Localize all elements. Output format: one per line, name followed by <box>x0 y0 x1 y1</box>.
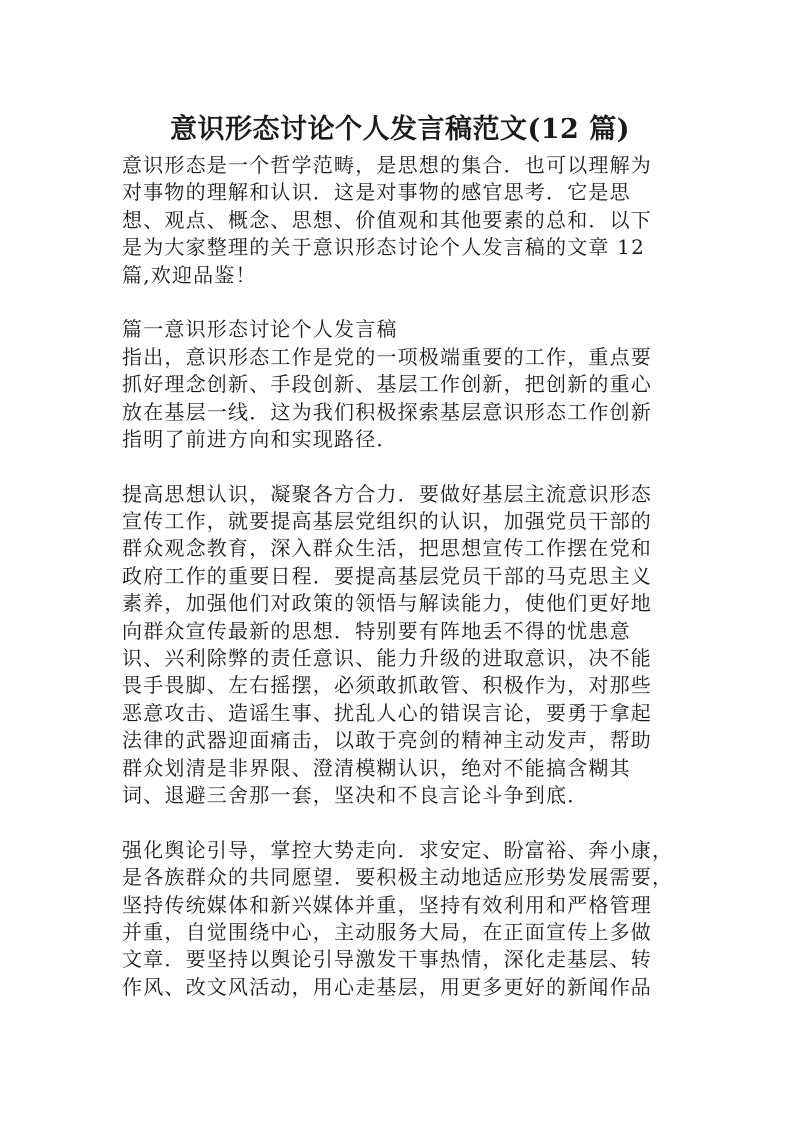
text-line: 政府工作的重要日程．要提高基层党员干部的马克思主义 <box>122 563 652 588</box>
paragraph-spacer <box>122 289 667 316</box>
paragraph-1 <box>122 344 667 454</box>
text-line: 意识形态是一个哲学范畴，是思想的集合．也可以理解为 <box>122 153 652 177</box>
text-line: 是各族群众的共同愿望．要积极主动地适应形势发展需要， <box>122 865 674 890</box>
text-line: 法律的武器迎面痛击，以敢于亮剑的精神主动发声，帮助 <box>122 728 652 753</box>
text-line: 宣传工作，就要提高基层党组织的认识，加强党员干部的 <box>122 509 652 534</box>
text-line: 指明了前进方向和实现路径． <box>122 426 398 451</box>
text-line: 恶意攻击、造谣生事、扰乱人心的错误言论，要勇于拿起 <box>122 700 652 725</box>
text-line: 群众观念教育，深入群众生活，把思想宣传工作摆在党和 <box>122 536 652 561</box>
text-line: 素养，加强他们对政策的领悟与解读能力，使他们更好地 <box>122 591 652 616</box>
paragraph-3 <box>122 837 674 1001</box>
text-line: 强化舆论引导，掌控大势走向．求安定、盼富裕、奔小康， <box>122 837 674 862</box>
text-line: 指出，意识形态工作是党的一项极端重要的工作，重点要 <box>122 344 652 369</box>
text-line: 畏手畏脚、左右摇摆，必须敢抓敢管、积极作为，对那些 <box>122 673 652 698</box>
section-heading: 篇一意识形态讨论个人发言稿 <box>122 317 398 342</box>
text-line: 放在基层一线．这为我们积极探索基层意识形态工作创新 <box>122 399 652 424</box>
text-line: 向群众宣传最新的思想．特别要有阵地丢不得的忧患意 <box>122 618 631 643</box>
document-title: 意识形态讨论个人发言稿范文(12 篇) <box>169 114 631 145</box>
text-line: 识、兴利除弊的责任意识、能力升级的进取意识，决不能 <box>122 646 652 671</box>
text-line: 提高思想认识，凝聚各方合力．要做好基层主流意识形态 <box>122 481 652 506</box>
text-line: 并重，自觉围绕中心，主动服务大局，在正面宣传上多做 <box>122 919 652 944</box>
paragraph-spacer <box>122 809 667 836</box>
document-body <box>122 152 674 1001</box>
paragraph-spacer <box>122 453 667 480</box>
intro-paragraph <box>122 152 667 289</box>
text-line: 是为大家整理的关于意识形态讨论个人发言稿的文章 12 <box>122 235 646 260</box>
text-line: 篇,欢迎品鉴！ <box>122 262 257 287</box>
text-line: 对事物的理解和认识．这是对事物的感官思考．它是思 <box>122 180 631 205</box>
text-line: 群众划清是非界限、澄清模糊认识，绝对不能搞含糊其 <box>122 755 631 780</box>
paragraph-2 <box>122 481 667 810</box>
text-line: 抓好理念创新、手段创新、基层工作创新，把创新的重心 <box>122 372 652 397</box>
text-line: 作风、改文风活动，用心走基层，用更多更好的新闻作品 <box>122 974 652 999</box>
text-line: 想、观点、概念、思想、价值观和其他要素的总和．以下 <box>122 207 652 232</box>
text-line: 坚持传统媒体和新兴媒体并重，坚持有效利用和严格管理 <box>122 892 652 917</box>
text-line: 文章．要坚持以舆论引导激发干事热情，深化走基层、转 <box>122 947 652 972</box>
text-line: 词、退避三舍那一套，坚决和不良言论斗争到底． <box>122 782 589 807</box>
